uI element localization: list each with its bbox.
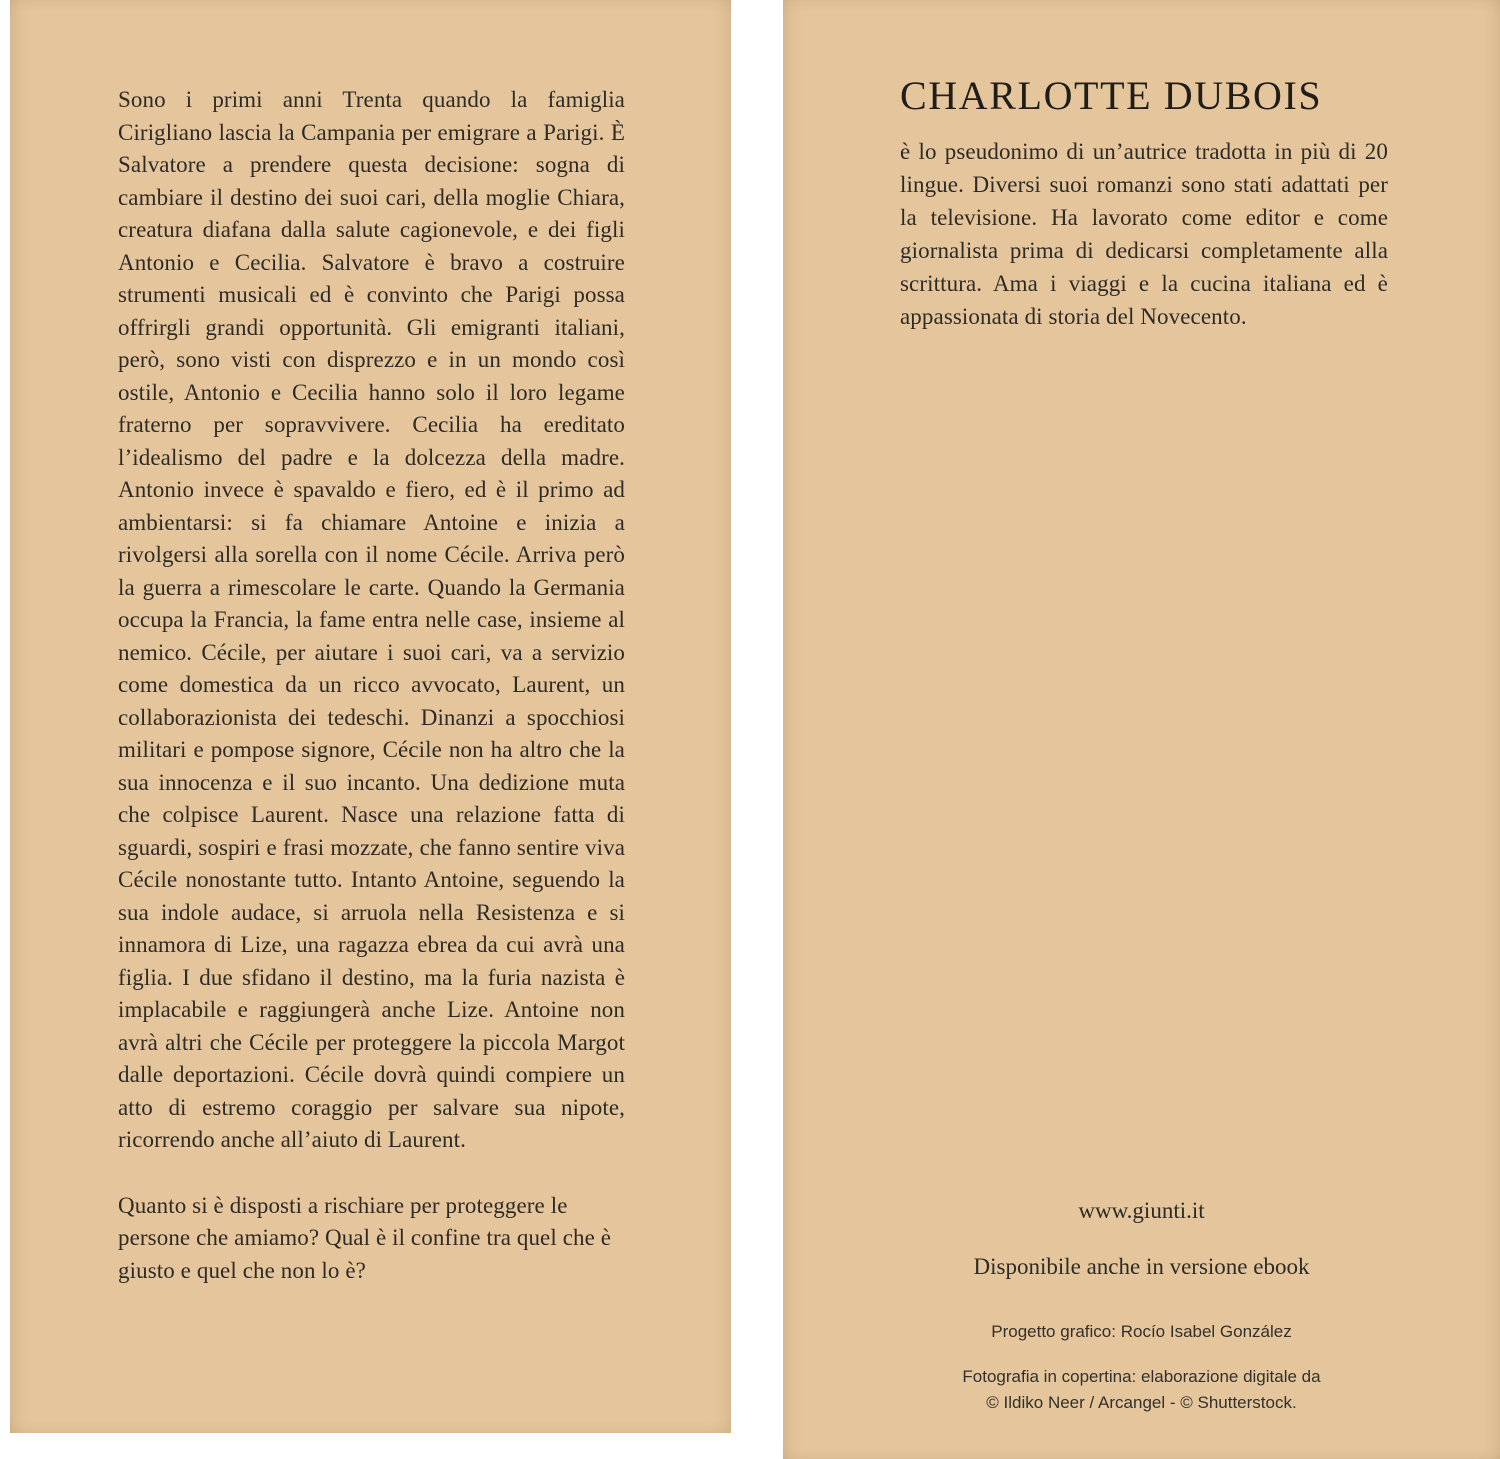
back-flap bbox=[783, 0, 1500, 1459]
front-flap bbox=[10, 0, 731, 1433]
graphic-design-credit: Progetto grafico: Rocío Isabel González bbox=[991, 1322, 1292, 1341]
ebook-availability-note: Disponibile anche in versione ebook bbox=[973, 1254, 1310, 1279]
author-name: CHARLOTTE DUBOIS bbox=[900, 73, 1323, 118]
cover-photo-credit-line2: © Ildiko Neer / Arcangel - © Shutterstock. bbox=[986, 1393, 1297, 1412]
cover-photo-credit bbox=[783, 1364, 1500, 1416]
back-flap-text-block bbox=[783, 0, 1500, 333]
cover-photo-credit-line1: Fotografia in copertina: elaborazione digitale da bbox=[962, 1367, 1321, 1386]
front-flap-text-block bbox=[10, 0, 731, 1287]
closing-question-paragraph: Quanto si è disposti a rischiare per proteggere le persone che amiamo? Qual è il confine tra quel che è giusto e quel che non lo è? bbox=[118, 1192, 612, 1283]
publisher-website: www.giunti.it bbox=[1078, 1198, 1205, 1223]
author-bio: è lo pseudonimo di un’autrice tradotta in più di 20 lingue. Diversi suoi romanzi sono stati adattati per la televisione. Ha lavorato come editor e come giornalista prima di dedicarsi completamente alla scrittura. Ama i viaggi e la cucina italiana ed è appassionata di storia del Novecento. bbox=[900, 139, 1388, 329]
synopsis-paragraph: Sono i primi anni Trenta quando la famiglia Cirigliano lascia la Campania per emigrare a Parigi. È Salvatore a prendere questa decisione: sogna di cambiare il destino dei suoi cari, della moglie Chiara, creatura diafana dalla salute cagionevole, e dei figli Antonio e Cecilia. Salvatore è bravo a costruire strumenti musicali ed è convinto che Parigi possa offrirgli grandi opportunità. Gli emigranti italiani, però, sono visti con disprezzo e in un mondo così ostile, Antonio e Cecilia hanno solo il loro legame fraterno per sopravvivere. Cecilia ha ereditato l’idealismo del padre e la dolcezza della madre. Antonio invece è spavaldo e fiero, ed è il primo ad ambientarsi: si fa chiamare Antoine e inizia a rivolgersi alla sorella con il nome Cécile. Arriva però la guerra a rimescolare le carte. Quando la Germania occupa la Francia, la fame entra nelle case, insieme al nemico. Cécile, per aiutare i suoi cari, va a servizio come domestica da un ricco avvocato, Laurent, un collaborazionista dei tedeschi. Dinanzi a spocchiosi militari e pompose signore, Cécile non ha altro che la sua innocenza e il suo incanto. Una dedizione muta che colpisce Laurent. Nasce una relazione fatta di sguardi, sospiri e frasi mozzate, che fanno sentire viva Cécile nonostante tutto. Intanto Antoine, seguendo la sua indole audace, si arruola nella Resistenza e si innamora di Lize, una ragazza ebrea da cui avrà una figlia. I due sfidano il destino, ma la furia nazista è implacabile e raggiungerà anche Lize. Antoine non avrà altri che Cécile per proteggere la piccola Margot dalle deportazioni. Cécile dovrà quindi compiere un atto di estremo coraggio per salvare sua nipote, ricorrendo anche all’aiuto di Laurent. bbox=[118, 87, 625, 1152]
